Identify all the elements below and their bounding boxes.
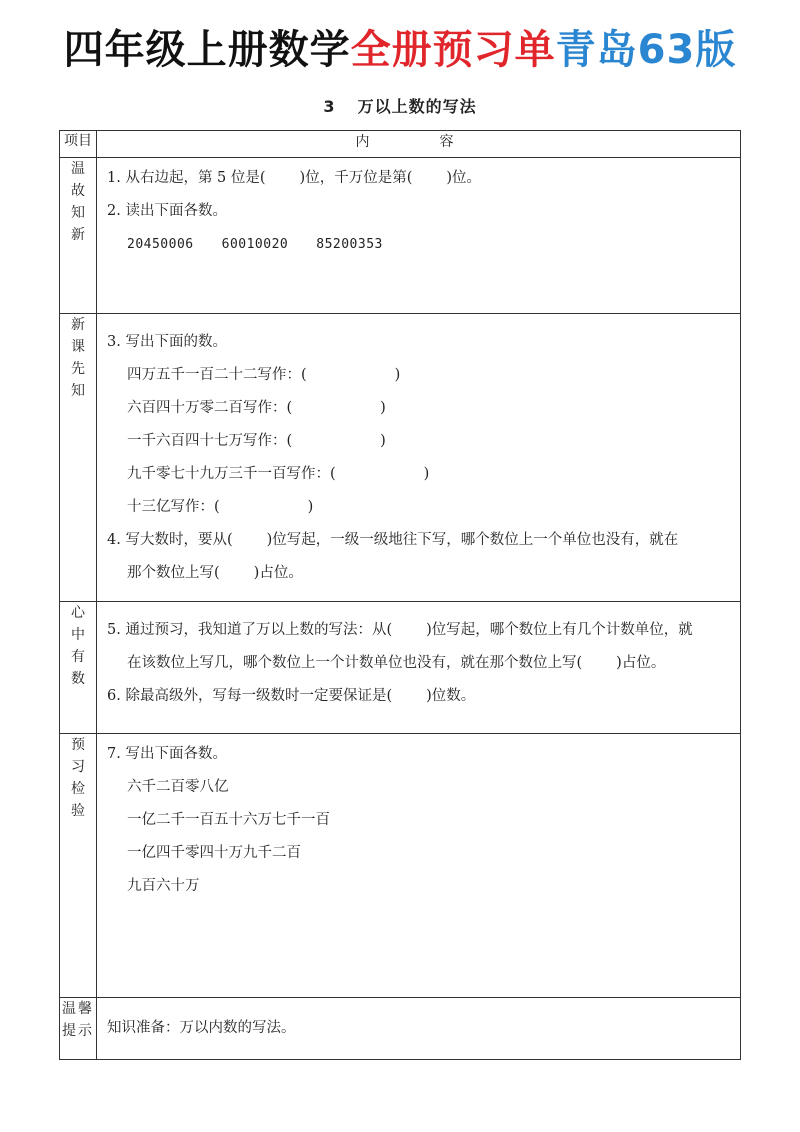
write-item: 九千零七十九万三千一百写作：( ) <box>127 466 430 482</box>
write-item: 四万五千一百二十二写作：( ) <box>127 367 401 383</box>
number-word-item: 一亿四千零四十万九千二百 <box>127 845 301 861</box>
title-part-grade: 四年级上册数学 <box>63 27 351 73</box>
number-list <box>107 228 740 261</box>
section-check <box>60 734 741 998</box>
number-item: 85200353 <box>316 237 383 252</box>
write-item: 六百四十万零二百写作：( ) <box>127 400 386 416</box>
section-label-summary: 心中有数 <box>71 605 85 687</box>
section-label-review: 温故知新 <box>71 161 85 243</box>
tip-text: 知识准备：万以内数的写法。 <box>107 1020 296 1036</box>
title-part-edition: 青岛63版 <box>555 27 737 73</box>
section-label-tips: 温馨提示 <box>62 1001 94 1039</box>
lesson-subtitle <box>0 94 800 117</box>
section-summary <box>60 602 741 734</box>
number-word-item: 九百六十万 <box>127 878 200 894</box>
section-review <box>60 158 741 314</box>
number-word-item: 六千二百零八亿 <box>127 779 229 795</box>
section-tips <box>60 998 741 1060</box>
write-item: 十三亿写作：( ) <box>127 499 314 515</box>
number-item: 60010020 <box>221 237 289 252</box>
lesson-title: 万以上数的写法 <box>357 97 477 116</box>
question-6: 6. 除最高级外，写每一级数时一定要保证是( )位数。 <box>107 688 476 704</box>
section-label-check: 预习检验 <box>71 737 85 819</box>
worksheet-table <box>59 130 741 1060</box>
question-1: 1. 从右边起，第 5 位是( )位，千万位是第( )位。 <box>107 170 482 186</box>
table-header-row <box>60 131 741 158</box>
page-title <box>0 22 800 78</box>
title-part-preview: 全册预习单 <box>350 27 556 73</box>
question-5-cont: 在该数位上写几，哪个数位上一个计数单位也没有，就在那个数位上写( )占位。 <box>127 655 666 671</box>
question-4: 4. 写大数时，要从( )位写起，一级一级地往下写，哪个数位上一个单位也没有，就在 <box>107 532 679 548</box>
question-7: 7. 写出下面各数。 <box>107 746 227 762</box>
question-5: 5. 通过预习，我知道了万以上数的写法：从( )位写起，哪个数位上有几个计数单位，就 <box>107 622 693 638</box>
question-2: 2. 读出下面各数。 <box>107 203 227 219</box>
question-4-cont: 那个数位上写( )占位。 <box>127 565 303 581</box>
header-item: 项目 <box>60 131 97 158</box>
write-item: 一千六百四十七万写作：( ) <box>127 433 386 449</box>
number-item: 20450006 <box>127 237 194 252</box>
question-3: 3. 写出下面的数。 <box>107 334 227 350</box>
section-label-new-lesson: 新课先知 <box>71 317 85 399</box>
header-content: 内 容 <box>97 131 741 158</box>
section-new-lesson <box>60 314 741 602</box>
lesson-number: 3 <box>323 97 336 116</box>
number-word-item: 一亿二千一百五十六万七千一百 <box>127 812 330 828</box>
